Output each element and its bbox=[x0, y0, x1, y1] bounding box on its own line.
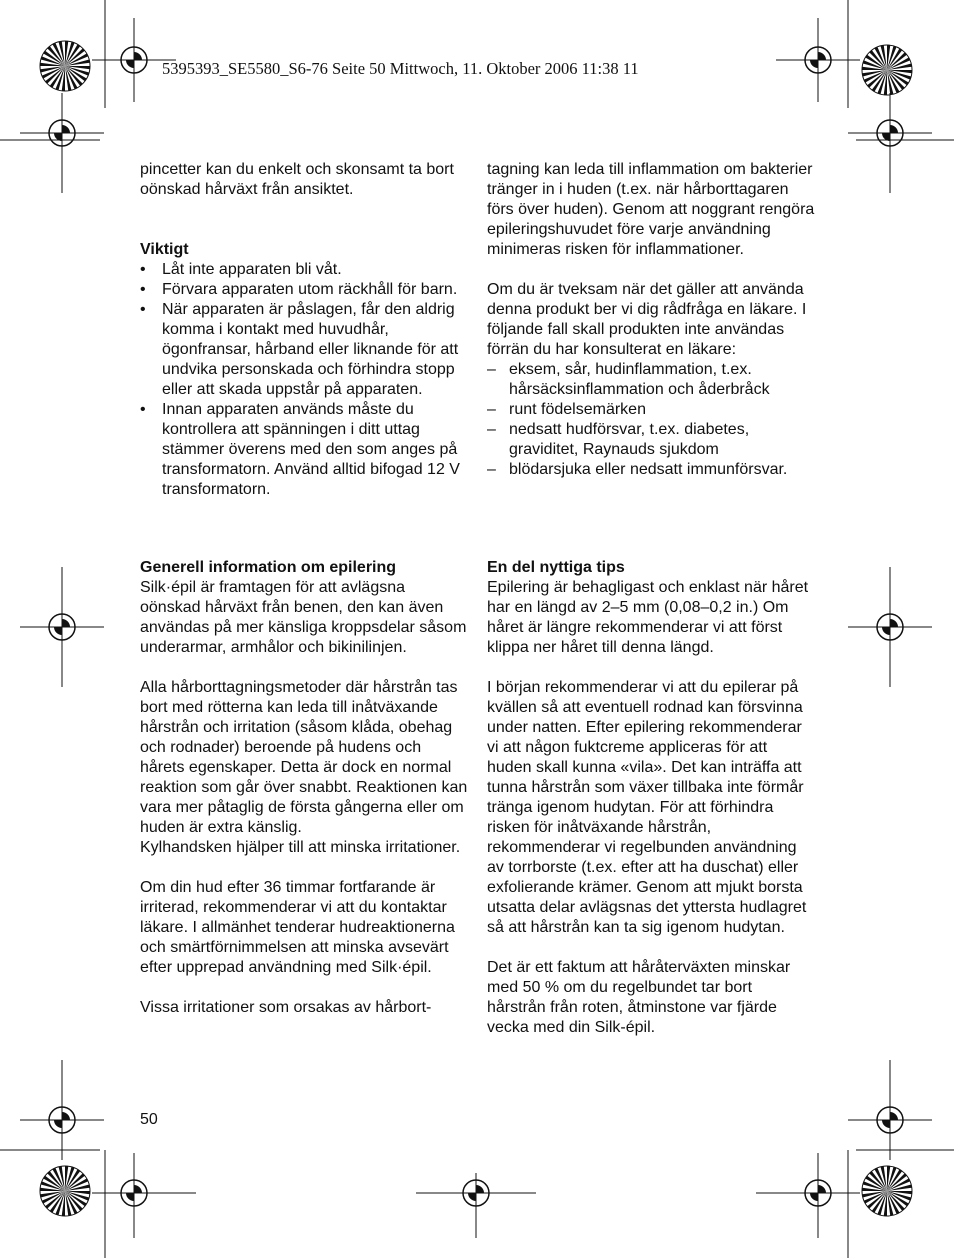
list-item: • Låt inte apparaten bli våt. bbox=[140, 260, 468, 280]
general-paragraph-4: Om din hud efter 36 timmar fortfarande är irriterad, rekommenderar vi att du kontaktar läkare. I allmänhet tenderar hudreaktionerna och smärtförnimmelsen att minska avsevärt efter upprepad användning med Silk·épil. bbox=[140, 879, 455, 976]
registration-target-icon bbox=[776, 18, 860, 102]
list-item: • Förvara apparaten utom räckhåll för barn. bbox=[140, 280, 468, 300]
tips-paragraph-2: I början rekommenderar vi att du epilerar på kvällen så att eventuell rodnad kan försvinna under natten. Efter epilering rekommenderar vi att någon fuktcreme appliceras för att huden skall kunna «vila». Det kan inträffa att tunna hårstrån som växer tillbaka inte förmår tränga igenom hudytan. För att förhindra risken för inåtväxande hårstrån, rekommenderar vi regelbunden användning av torrborste (t.ex. efter att ha duschat) eller exfolierande krämer. Genom att mjukt borsta utsatta delar avlägsnas det yttersta hudlagret så att hårstrån kan ta sig igenom hudytan. bbox=[487, 679, 807, 936]
page-number: 50 bbox=[140, 1111, 158, 1128]
tips-paragraph-1: Epilering är behagligast och enklast när håret har en längd av 2–5 mm (0,08–0,2 in.) Om håret är längre rekommenderar vi att först klippa ner håret till denna längd. bbox=[487, 579, 809, 656]
registration-target-icon bbox=[20, 1060, 104, 1160]
continued-paragraph: tagning kan leda till inflammation om bakterier tränger in i huden (t.ex. när hårborttagaren förs över huden). Genom att noggrant rengöra epileringshuvudet före varje användning minimeras risken för inflammationer. bbox=[487, 161, 815, 258]
right-column bbox=[487, 160, 815, 480]
list-item: – eksem, sår, hudinflammation, t.ex. hårsäcksinflammation och åderbråck bbox=[487, 360, 815, 400]
registration-target-icon bbox=[20, 93, 104, 193]
starburst-mark-icon bbox=[862, 1166, 912, 1216]
tips-paragraph-3: Det är ett faktum att håråterväxten minskar med 50 % om du regelbundet tar bort hårstrån från roten, åtminstone var fjärde vecka med din Silk-épil. bbox=[487, 959, 791, 1036]
list-item: • Innan apparaten används måste du kontrollera att spänningen i ditt uttag stämmer överens med den som anges på transformatorn. Använd alltid bifogad 12 V transformatorn. bbox=[140, 400, 468, 500]
important-heading: Viktigt bbox=[140, 241, 189, 258]
list-item: – blödarsjuka eller nedsatt immunförsvar. bbox=[487, 460, 815, 480]
registration-target-icon bbox=[416, 1173, 536, 1238]
print-slug: 5395393_SE5580_S6-76 Seite 50 Mittwoch, 11. Oktober 2006 11:38 11 bbox=[162, 59, 639, 78]
right-column-lower bbox=[487, 558, 815, 1038]
list-item: – runt födelsemärken bbox=[487, 400, 815, 420]
general-paragraph-3: Kylhandsken hjälper till att minska irritationer. bbox=[140, 839, 461, 856]
starburst-mark-icon bbox=[40, 41, 90, 91]
general-paragraph-2: Alla hårborttagningsmetoder där hårstrån tas bort med rötterna kan leda till inåtväxande hårstrån och irritation (såsom klåda, obehag och rodnader) beroende på hudens och hårets egenskaper. Detta är dock en normal reaktion som går över snabbt. Reaktionen kan vara mer påtaglig de första gångerna eller om huden är extra känslig. bbox=[140, 679, 468, 836]
registration-target-icon bbox=[848, 1060, 932, 1160]
registration-target-icon bbox=[848, 93, 932, 193]
important-list bbox=[140, 260, 468, 500]
registration-target-icon bbox=[92, 1153, 196, 1238]
registration-target-icon bbox=[20, 567, 104, 687]
list-item: • När apparaten är påslagen, får den aldrig komma i kontakt med huvudhår, ögonfransar, hårband eller liknande för att undvika personskada och förhindra stopp eller att skada uppstår på apparaten. bbox=[140, 300, 468, 400]
intro-paragraph: pincetter kan du enkelt och skonsamt ta bort oönskad hårväxt från ansiktet. bbox=[140, 161, 454, 198]
left-column bbox=[140, 160, 468, 500]
general-paragraph-5: Vissa irritationer som orsakas av hårbort- bbox=[140, 999, 432, 1016]
consult-paragraph: Om du är tveksam när det gäller att använda denna produkt ber vi dig rådfråga en läkare. I följande fall skall produkten inte användas förrän du har konsulterat en läkare: bbox=[487, 281, 807, 358]
registration-target-icon bbox=[848, 567, 932, 687]
left-column-lower bbox=[140, 558, 468, 1018]
tips-heading: En del nyttiga tips bbox=[487, 559, 625, 576]
registration-target-icon bbox=[756, 1153, 860, 1238]
general-paragraph-1: Silk·épil är framtagen för att avlägsna oönskad hårväxt från benen, den kan även användas på mer känsliga kroppsdelar såsom underarmar, armhålor och bikinilinjen. bbox=[140, 579, 467, 656]
list-item: – nedsatt hudförsvar, t.ex. diabetes, graviditet, Raynauds sjukdom bbox=[487, 420, 815, 460]
starburst-mark-icon bbox=[40, 1166, 90, 1216]
conditions-list bbox=[487, 360, 815, 480]
starburst-mark-icon bbox=[862, 45, 912, 95]
general-heading: Generell information om epilering bbox=[140, 559, 397, 576]
